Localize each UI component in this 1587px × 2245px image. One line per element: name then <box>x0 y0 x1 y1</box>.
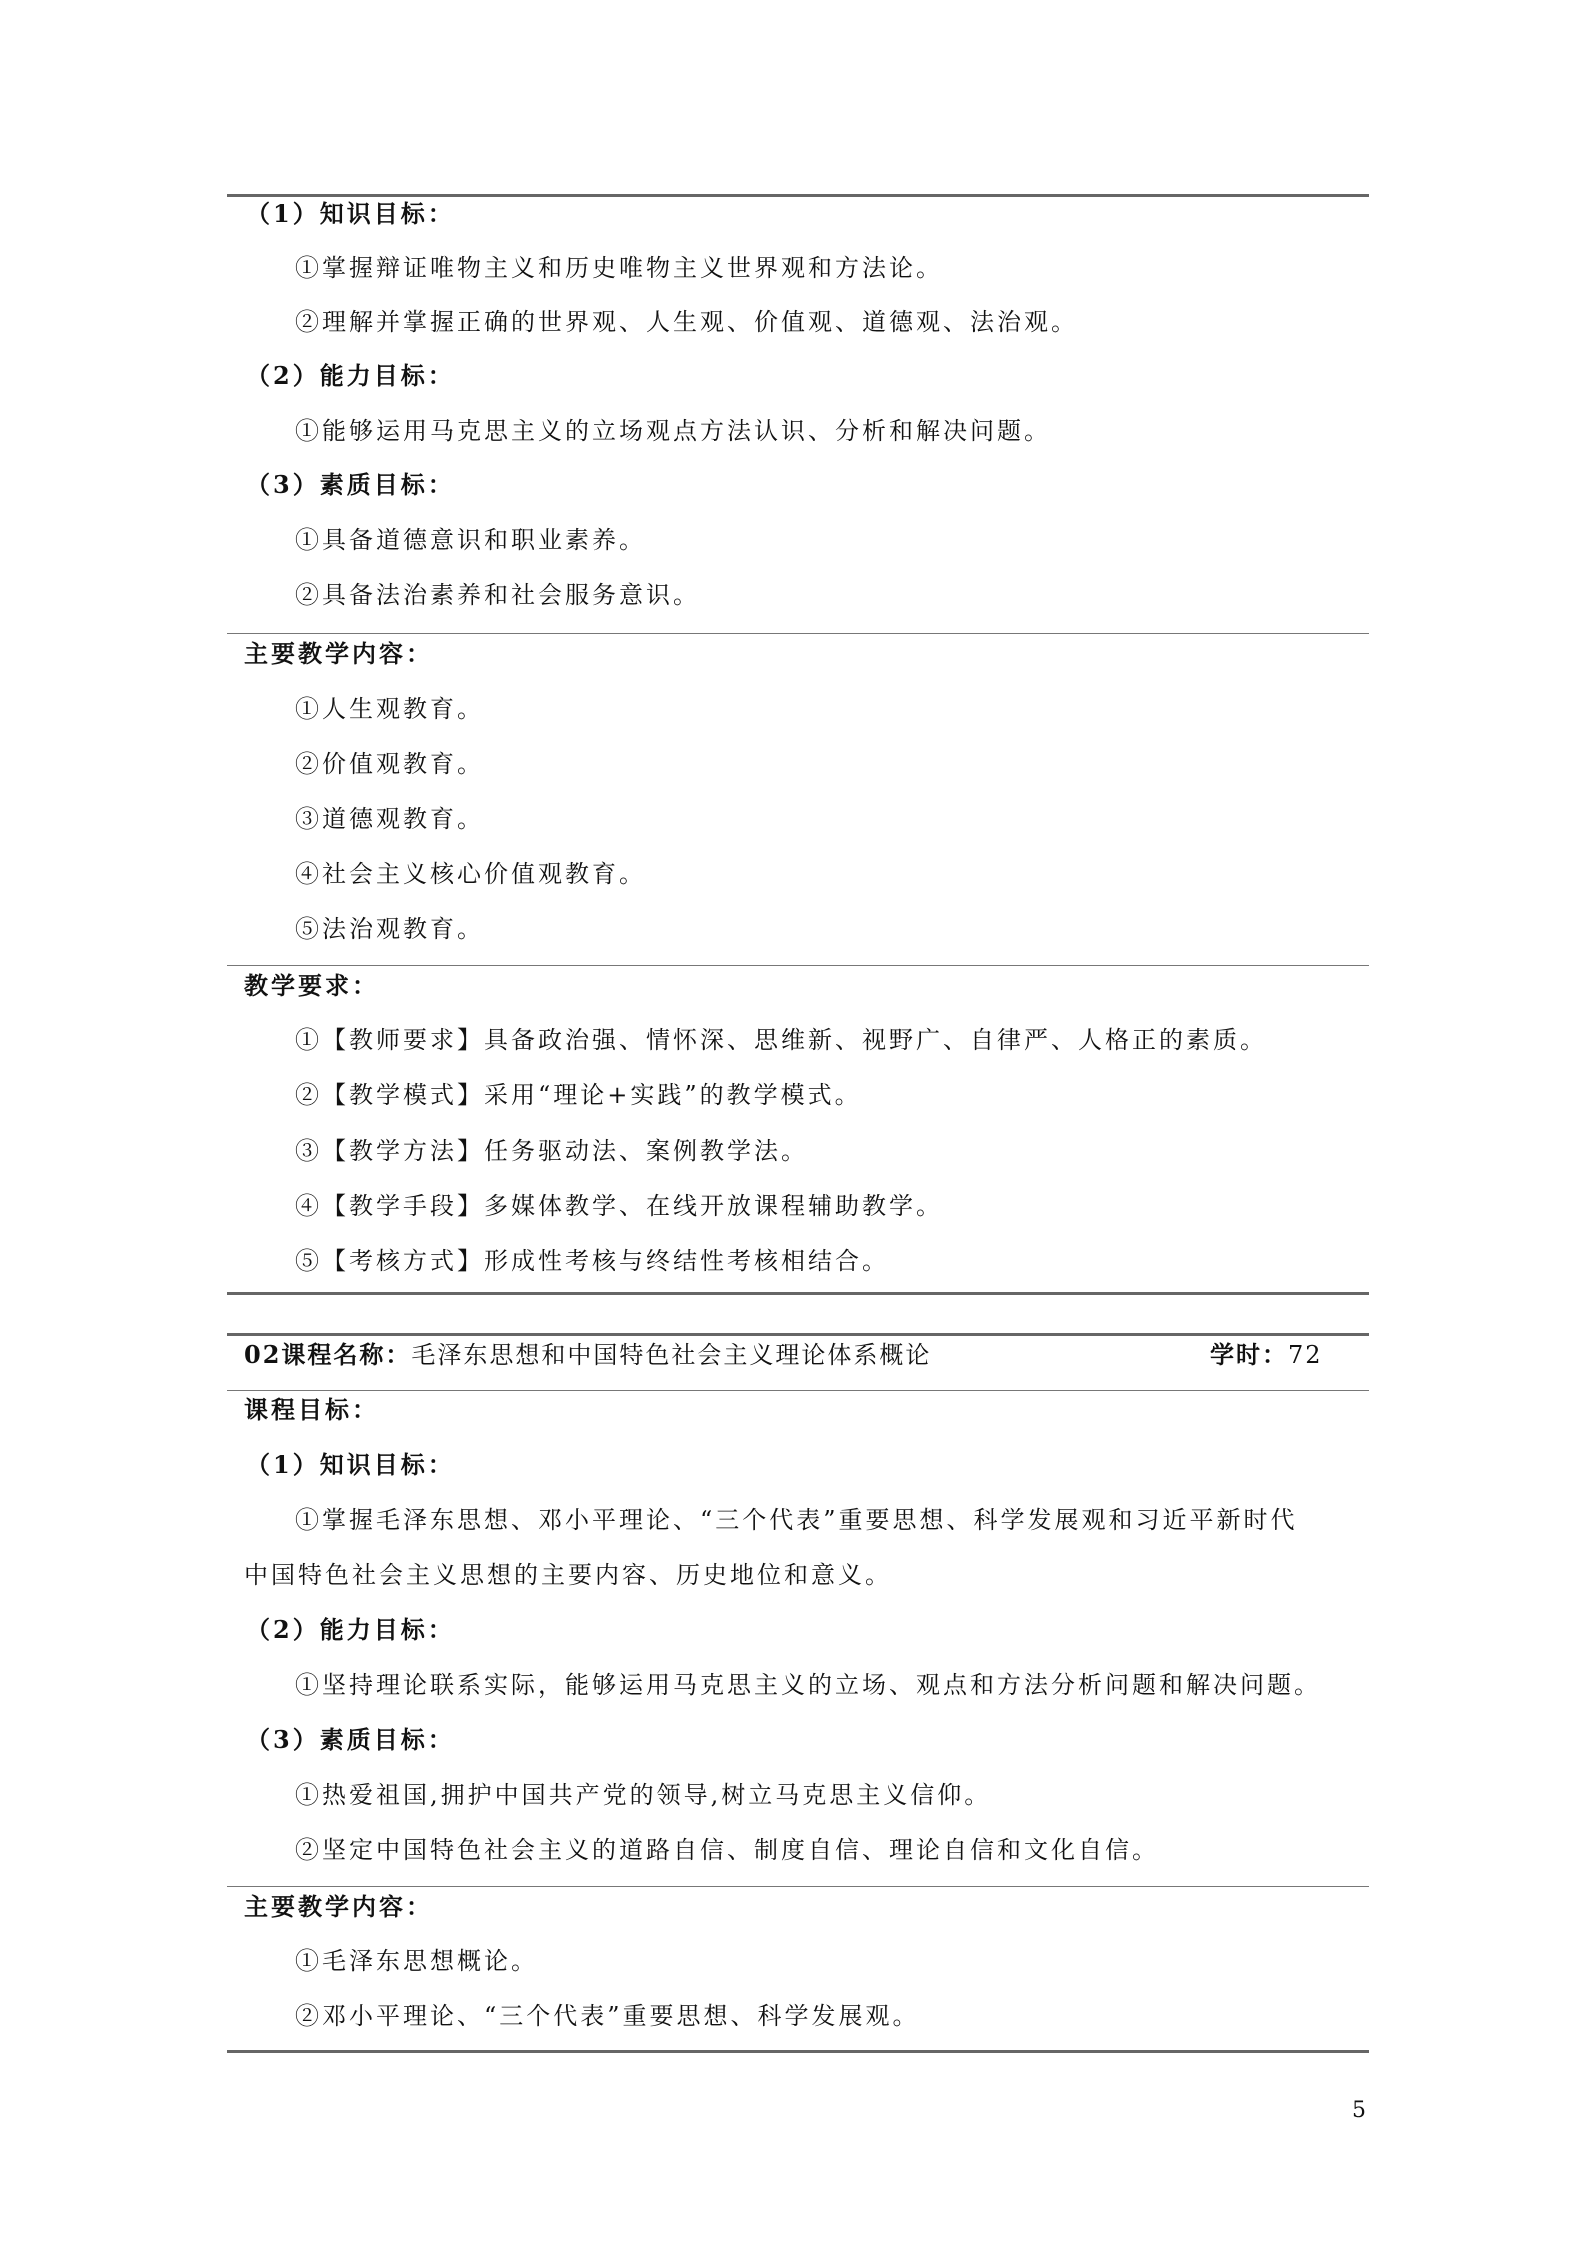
content-item: ③道德观教育。 <box>295 805 484 833</box>
knowledge-item: ①掌握毛泽东思想、邓小平理论、“三个代表”重要思想、科学发展观和习近平新时代 <box>295 1506 1298 1534</box>
teaching-content-heading: 主要教学内容： <box>244 639 433 668</box>
requirement-item: ④【教学手段】多媒体教学、在线开放课程辅助教学。 <box>295 1192 943 1220</box>
course-label: 02课程名称： <box>244 1340 412 1369</box>
knowledge-item: ②理解并掌握正确的世界观、人生观、价值观、道德观、法治观。 <box>295 308 1078 336</box>
requirement-item: ③【教学方法】任务驱动法、案例教学法。 <box>295 1137 808 1165</box>
page-number: 5 <box>1352 2098 1366 2123</box>
quality-item: ①具备道德意识和职业素养。 <box>295 526 646 554</box>
quality-objectives-heading: （3）素质目标： <box>246 1725 455 1754</box>
course-title-row <box>244 1338 1344 1372</box>
content-item: ②邓小平理论、“三个代表”重要思想、科学发展观。 <box>295 2002 920 2030</box>
ability-item: ①坚持理论联系实际，能够运用马克思主义的立场、观点和方法分析问题和解决问题。 <box>295 1671 1321 1699</box>
teaching-content-heading: 主要教学内容： <box>244 1892 433 1921</box>
requirement-item: ①【教师要求】具备政治强、情怀深、思维新、视野广、自律严、人格正的素质。 <box>295 1026 1267 1054</box>
content-item: ①毛泽东思想概论。 <box>295 1947 538 1975</box>
ability-item: ①能够运用马克思主义的立场观点方法认识、分析和解决问题。 <box>295 417 1051 445</box>
knowledge-objectives-heading: （1）知识目标： <box>246 199 455 228</box>
course-objectives-heading: 课程目标： <box>244 1395 379 1424</box>
quality-item: ②坚定中国特色社会主义的道路自信、制度自信、理论自信和文化自信。 <box>295 1836 1159 1864</box>
content-item: ⑤法治观教育。 <box>295 915 484 943</box>
hours-label: 学时： <box>1210 1340 1288 1369</box>
requirement-item: ⑤【考核方式】形成性考核与终结性考核相结合。 <box>295 1247 889 1275</box>
hours-value: 72 <box>1288 1341 1323 1369</box>
content-item: ④社会主义核心价值观教育。 <box>295 860 646 888</box>
row-divider <box>227 1886 1369 1887</box>
knowledge-item: ①掌握辩证唯物主义和历史唯物主义世界观和方法论。 <box>295 254 943 282</box>
table-bottom-border <box>227 2050 1369 2053</box>
knowledge-objectives-heading: （1）知识目标： <box>246 1450 455 1479</box>
course-hours <box>1210 1338 1323 1372</box>
quality-item: ①热爱祖国,拥护中国共产党的领导,树立马克思主义信仰。 <box>295 1781 992 1809</box>
table-bottom-border <box>227 1292 1369 1295</box>
row-divider <box>227 1390 1369 1391</box>
quality-objectives-heading: （3）素质目标： <box>246 470 455 499</box>
course-name: 毛泽东思想和中国特色社会主义理论体系概论 <box>411 1341 932 1369</box>
content-item: ①人生观教育。 <box>295 695 484 723</box>
content-item: ②价值观教育。 <box>295 750 484 778</box>
row-divider <box>227 965 1369 966</box>
ability-objectives-heading: （2）能力目标： <box>246 361 455 390</box>
quality-item: ②具备法治素养和社会服务意识。 <box>295 581 700 609</box>
knowledge-item-continued: 中国特色社会主义思想的主要内容、历史地位和意义。 <box>244 1561 892 1589</box>
ability-objectives-heading: （2）能力目标： <box>246 1615 455 1644</box>
teaching-requirements-heading: 教学要求： <box>244 971 379 1000</box>
requirement-item: ②【教学模式】采用“理论+实践”的教学模式。 <box>295 1081 862 1109</box>
row-divider <box>227 633 1369 634</box>
table-top-border <box>227 1333 1369 1336</box>
